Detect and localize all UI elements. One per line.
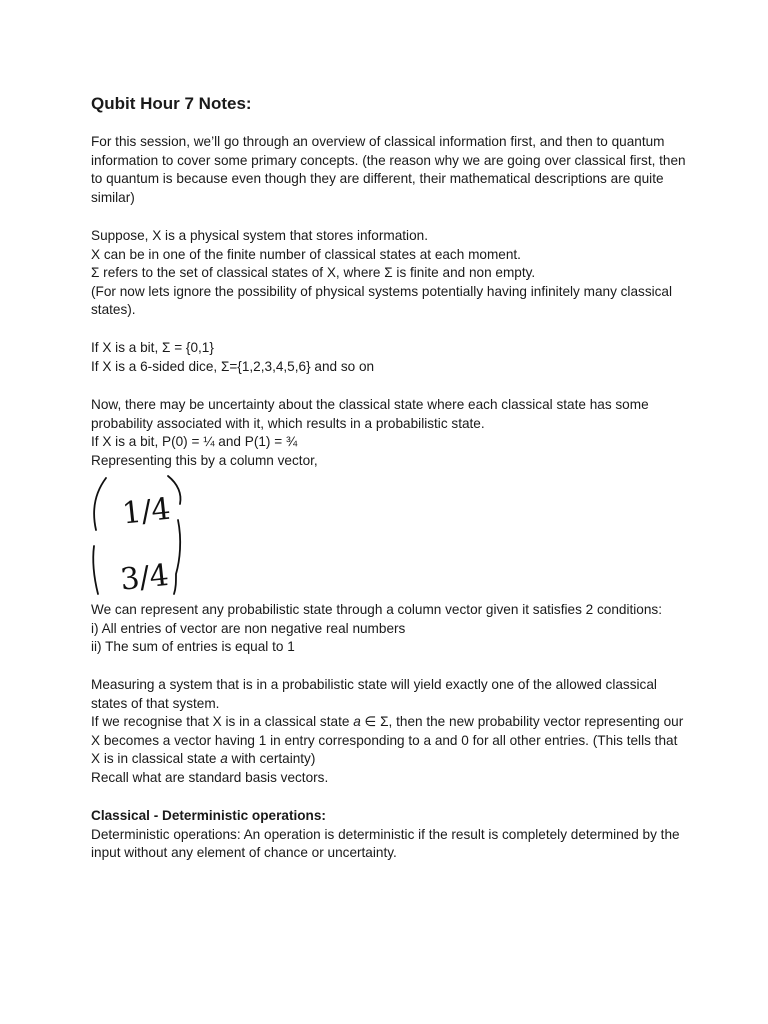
vector-entry-1: 1/4 (120, 491, 173, 532)
vector-left-bracket-bottom (93, 546, 98, 594)
intro-text: For this session, we’ll go through an overview of classical information first, and then to quantum information to cover some primary concepts. (the reason why we are going over classical first, then to quantum is because even though they are different, their mathematical descriptions are quite similar) (91, 134, 686, 205)
examples-paragraph (91, 339, 686, 376)
conditions-line-2: i) All entries of vector are non negative real numbers (91, 620, 406, 636)
vector-right-bracket-top (168, 476, 181, 504)
vector-right-bracket-bottom (174, 520, 180, 594)
uncertainty-paragraph (91, 396, 686, 470)
measuring-line-2-pre: If we recognise that X is in a classical state (91, 714, 354, 730)
deterministic-heading: Classical - Deterministic operations: (91, 808, 326, 823)
measuring-line-2-post: ∈ Σ, then the new probability vector representing our X becomes a vector having 1 in entry corresponding to a and 0 for all other entries. (This tells that X is in classical state (91, 714, 684, 767)
measuring-variable-a-2: a (220, 751, 228, 767)
conditions-line-1: We can represent any probabilistic state through a column vector given it satisfies 2 conditions: (91, 602, 662, 617)
system-line-2: X can be in one of the finite number of classical states at each moment. (91, 246, 521, 262)
conditions-line-3: ii) The sum of entries is equal to 1 (91, 639, 295, 655)
page-title: Qubit Hour 7 Notes: (91, 94, 252, 113)
system-line-3: Σ refers to the set of classical states of X, where Σ is finite and non empty. (91, 265, 536, 281)
system-line-4: (For now lets ignore the possibility of physical systems potentially having infinitely many classical states). (91, 283, 673, 318)
uncertainty-line-1: Now, there may be uncertainty about the classical state where each classical state has some probability associated with it, which results in a probabilistic state. (91, 397, 649, 431)
conditions-paragraph (91, 601, 686, 657)
system-line-1: Suppose, X is a physical system that stores information. (91, 228, 428, 243)
measuring-variable-a: a (353, 714, 361, 730)
vector-left-bracket-top (94, 478, 106, 530)
example-bit: If X is a bit, Σ = {0,1} (91, 340, 214, 355)
measuring-line-2 (91, 713, 686, 769)
vector-entry-2: 3/4 (118, 557, 171, 598)
measuring-line-1: Measuring a system that is in a probabilistic state will yield exactly one of the allowed classical states of that system. (91, 677, 657, 711)
uncertainty-line-3: Representing this by a column vector, (91, 452, 318, 468)
deterministic-text: Deterministic operations: An operation is deterministic if the result is completely determined by the input without any element of chance or uncertainty. (91, 826, 680, 861)
measuring-paragraph (91, 676, 686, 788)
system-paragraph (91, 227, 686, 320)
example-dice: If X is a 6-sided dice, Σ={1,2,3,4,5,6} and so on (91, 358, 375, 374)
measuring-line-3: Recall what are standard basis vectors. (91, 769, 329, 785)
deterministic-section (91, 807, 686, 863)
intro-paragraph (91, 133, 686, 207)
handwritten-column-vector (84, 470, 194, 600)
measuring-line-2-end: with certainty) (227, 751, 316, 767)
uncertainty-line-2: If X is a bit, P(0) = ¼ and P(1) = ¾ (91, 434, 298, 450)
